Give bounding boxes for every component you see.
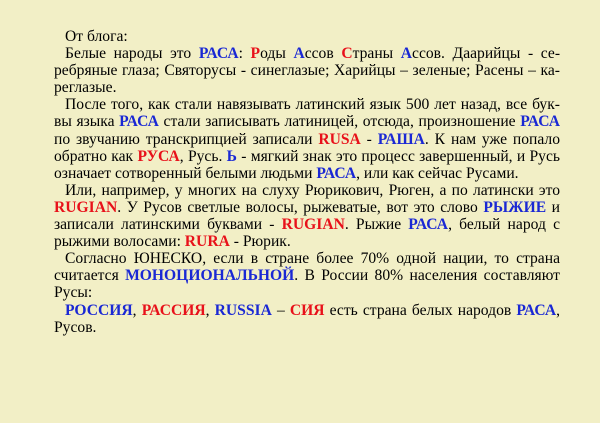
text-run: После того, как стали навязывать латинский язык 500 лет назад, все буквы языка	[54, 96, 560, 131]
text-run: , белый народ с рыжими волосами:	[54, 216, 560, 251]
blue-highlight-word: РОССИЯ	[65, 301, 133, 319]
para-rugian	[54, 182, 560, 250]
text-run: оды	[260, 45, 294, 63]
text-run: ,	[132, 301, 142, 319]
text-run: От блога:	[65, 28, 128, 45]
blue-highlight-word: А	[293, 45, 305, 63]
red-highlight-word: СИЯ	[289, 301, 325, 319]
blue-highlight-word: РАСА	[516, 301, 557, 319]
text-run: Или, например, у многих на слуху Рюрикович, Рюген, а по латински это	[65, 181, 560, 199]
text-run: . Рыжие	[344, 216, 409, 234]
text-run: -	[360, 130, 378, 148]
blue-highlight-word: РАСА	[198, 45, 239, 63]
text-run: Белые народы это	[65, 45, 199, 63]
para-rasa	[54, 45, 560, 96]
text-run: , или как сейчас Русами.	[356, 164, 519, 182]
para-header	[54, 28, 560, 45]
red-highlight-word: RUGIAN	[281, 216, 345, 234]
text-run: по звучанию транскрипцией записали	[54, 130, 319, 148]
text-run: , Русов.	[54, 301, 561, 336]
text-run: , Русь.	[179, 147, 227, 165]
text-run: . У Русов светлые волосы, рыжеватые, вот это слово	[117, 198, 484, 216]
red-highlight-word: RUSA	[318, 130, 361, 148]
red-highlight-word: РУСА	[137, 147, 180, 165]
para-russia	[54, 302, 560, 336]
text-run: ссов. Даарийцы - серебряные глаза; Святорусы - синеглазые; Харийцы – зеленые; Расены – кареглазые.	[54, 45, 561, 97]
text-run: есть страна белых народов	[324, 301, 517, 319]
blue-highlight-word: МОНОЦИОНАЛЬНОЙ	[125, 267, 295, 285]
red-highlight-word: RUGIAN	[54, 198, 118, 216]
text-run: траны	[352, 45, 401, 63]
blue-highlight-word: РАСА	[520, 113, 560, 131]
red-highlight-word: RURA	[184, 233, 230, 251]
text-run: - Рюрик.	[229, 233, 291, 251]
text-run: ссов	[304, 45, 342, 63]
blue-highlight-word: РЫЖИЕ	[483, 198, 547, 216]
text-run: :	[238, 45, 251, 63]
red-highlight-word: С	[341, 45, 353, 63]
text-run: и записали латинскими буквами -	[54, 198, 560, 234]
blue-highlight-word: RUSSIA	[214, 301, 272, 319]
text-run: ,	[205, 301, 215, 319]
blue-highlight-word: РАСА	[316, 164, 357, 182]
para-latin	[54, 96, 560, 181]
blue-highlight-word: А	[400, 45, 413, 63]
para-unesco	[54, 250, 560, 301]
blue-highlight-word: РАША	[377, 130, 425, 148]
blue-highlight-word: РАСА	[408, 216, 449, 234]
text-run: . К нам уже попало обратно как	[54, 130, 560, 165]
text-run: –	[271, 301, 290, 319]
text-run: стали записывать латиницей, отсюда, произношение	[158, 113, 521, 131]
text-run: - мягкий знак это процесс завершенный, и Русь означает сотворенный белыми людьми	[54, 147, 560, 182]
text-run: Согласно ЮНЕСКО, если в стране более 70% одной нации, то страна считается	[54, 250, 560, 285]
text-run: . В России 80% населения составляют Русы:	[54, 267, 560, 302]
blue-highlight-word: Ь	[226, 147, 237, 165]
red-highlight-word: РАССИЯ	[141, 301, 206, 319]
red-highlight-word: Р	[250, 45, 261, 63]
blue-highlight-word: РАСА	[119, 113, 159, 131]
